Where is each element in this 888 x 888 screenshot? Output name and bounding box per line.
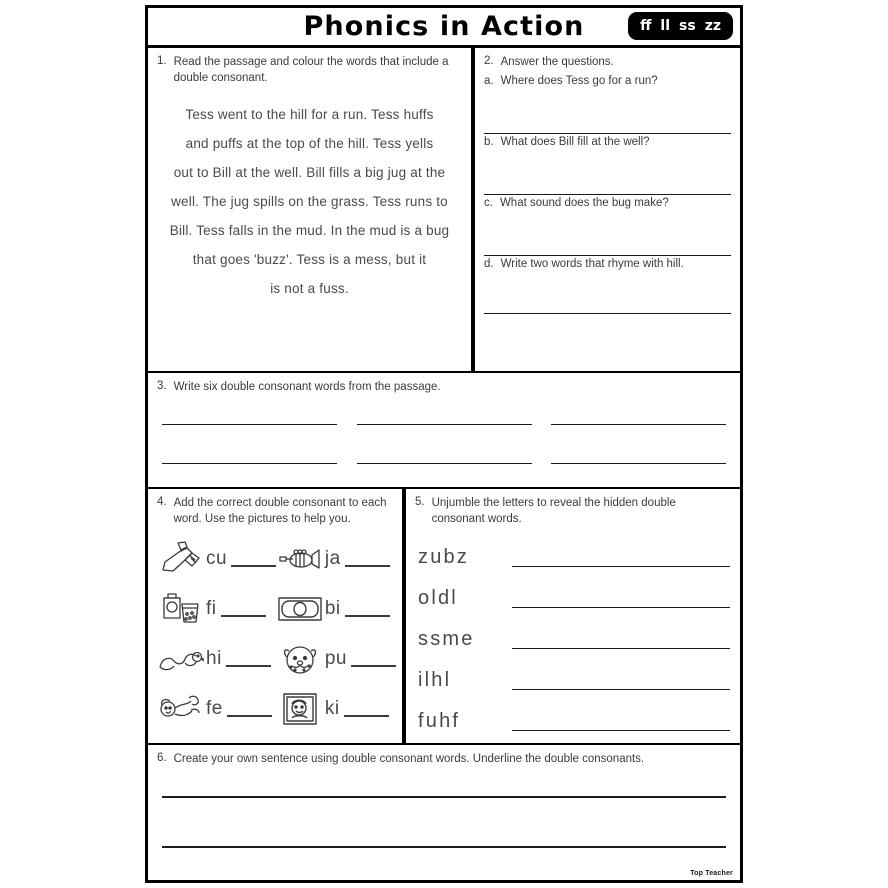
badge-sound-ff: ff (640, 18, 652, 34)
question-b-label: b. (484, 135, 494, 148)
picture-word-text: ki (325, 698, 389, 720)
worksheet-header (148, 8, 740, 48)
question-a-text: Where does Tess go for a run? (500, 74, 658, 87)
section-1-passage (148, 48, 473, 373)
row-passage-questions (148, 48, 740, 373)
sound-badge (628, 12, 733, 40)
section-3-instruction (148, 373, 740, 396)
picture-word-text: fi (206, 598, 266, 620)
passage-line: Bill. Tess falls in the mud. In the mud is a bug (169, 223, 450, 239)
jumble-answer-line-1[interactable] (512, 546, 730, 567)
picture-word-item (158, 535, 277, 583)
question-d-label: d. (484, 257, 494, 270)
answer-line-b[interactable] (484, 148, 731, 195)
picture-word-text: hi (206, 648, 271, 670)
section-5-instruction-text: Unjumble the letters to reveal the hidden double consonant words. (431, 497, 676, 525)
jumble-word-4: ilhl (418, 669, 452, 692)
puppy-icon (277, 639, 323, 679)
section-3-blank-row (162, 451, 726, 464)
sentence-line-1[interactable] (162, 790, 726, 798)
word-blank-6[interactable] (551, 451, 726, 464)
section-3-word-list (148, 373, 740, 489)
passage-line: is not a fuss. (270, 281, 349, 297)
worksheet-page (145, 5, 743, 883)
picture-word-text: ja (325, 548, 390, 570)
question-item-c (484, 197, 731, 256)
badge-sound-ss: ss (679, 18, 696, 34)
answer-line-c[interactable] (484, 209, 731, 256)
picture-word-text: fe (206, 698, 272, 720)
question-a-label: a. (484, 74, 494, 87)
jumble-word-1: zubz (418, 546, 470, 569)
word-blank-1[interactable] (162, 412, 337, 425)
question-c-label: c. (484, 196, 493, 209)
section-1-instruction-text: Read the passage and colour the words that include a double consonant. (173, 56, 449, 84)
passage-line: Tess went to the hill for a run. Tess huffs (185, 107, 434, 123)
section-5-instruction (406, 489, 740, 527)
picture-word-blank[interactable] (231, 565, 276, 567)
picture-word-blank[interactable] (345, 565, 390, 567)
snake-icon (158, 639, 204, 679)
question-list (475, 73, 740, 316)
jumble-item (418, 576, 730, 608)
passage-line: out to Bill at the well. Bill fills a big jug at the (173, 165, 446, 181)
picture-word-blank[interactable] (221, 615, 266, 617)
section-6-blanks (148, 768, 740, 880)
jumble-item (418, 699, 730, 731)
question-a-head (484, 75, 731, 87)
section-2-instruction-text: Answer the questions. (500, 56, 614, 68)
cuff-icon (158, 539, 204, 579)
picture-word-item (277, 585, 396, 633)
brand-watermark: Top Teacher (690, 870, 733, 877)
section-6-instruction (148, 745, 740, 768)
picture-word-text: bi (325, 598, 390, 620)
answer-line-a[interactable] (484, 87, 731, 134)
picture-word-item (277, 635, 396, 683)
section-5-number: 5. (415, 496, 425, 508)
badge-sound-zz: zz (704, 18, 721, 34)
section-4-instruction (148, 489, 402, 527)
jumble-item (418, 658, 730, 690)
picture-word-blank[interactable] (344, 715, 389, 717)
question-d-head (484, 258, 731, 270)
question-item-d (484, 258, 731, 314)
picture-word-text: pu (325, 648, 396, 670)
question-c-head (484, 197, 731, 209)
jumble-word-3: ssme (418, 628, 475, 651)
section-1-number: 1. (157, 55, 167, 67)
jumble-item (418, 535, 730, 567)
section-6-instruction-text: Create your own sentence using double consonant words. Underline the double consonants. (173, 753, 645, 765)
trumpet-icon (277, 539, 323, 579)
badge-sound-ll: ll (660, 18, 671, 34)
sentence-line-2[interactable] (162, 840, 726, 848)
question-d-text: Write two words that rhyme with hill. (500, 257, 684, 270)
answer-line-d[interactable] (484, 270, 731, 314)
word-blank-2[interactable] (357, 412, 532, 425)
question-c-text: What sound does the bug make? (499, 196, 669, 209)
section-4-number: 4. (157, 496, 167, 508)
picture-word-item (158, 685, 277, 733)
row-pictures-jumbles (148, 489, 740, 745)
jumble-answer-line-4[interactable] (512, 669, 730, 690)
question-b-text: What does Bill fill at the well? (500, 135, 650, 148)
jumble-answer-line-3[interactable] (512, 628, 730, 649)
word-blank-3[interactable] (551, 412, 726, 425)
section-4-pictures (148, 489, 404, 745)
jumble-list (406, 527, 740, 731)
picture-word-item (158, 585, 277, 633)
section-2-number: 2. (484, 55, 494, 67)
picture-word-item (277, 685, 396, 733)
kid-photo-icon (277, 689, 323, 729)
question-item-a (484, 75, 731, 134)
page-title: Phonics in Action (303, 11, 585, 42)
banknote-icon (277, 589, 323, 629)
section-3-number: 3. (157, 380, 167, 392)
passage-line: well. The jug spills on the grass. Tess runs to (171, 194, 448, 210)
reading-passage (148, 86, 471, 303)
jumble-word-5: fuhf (418, 710, 461, 733)
picture-word-text: cu (206, 548, 276, 570)
section-3-blanks (148, 396, 740, 464)
jumble-word-2: oldl (418, 587, 458, 610)
falling-child-icon (158, 689, 204, 729)
question-item-b (484, 136, 731, 195)
fizzy-drink-icon (158, 589, 204, 629)
picture-word-grid (148, 527, 402, 733)
section-2-instruction (475, 48, 740, 73)
section-5-jumbles (404, 489, 740, 745)
word-blank-5[interactable] (357, 451, 532, 464)
section-6-sentence (148, 745, 740, 880)
jumble-item (418, 617, 730, 649)
picture-word-blank[interactable] (351, 665, 396, 667)
passage-line: and puffs at the top of the hill. Tess yells (185, 136, 434, 152)
passage-line: that goes 'buzz'. Tess is a mess, but it (192, 252, 427, 268)
picture-word-blank[interactable] (226, 665, 271, 667)
word-blank-4[interactable] (162, 451, 337, 464)
section-4-instruction-text: Add the correct double consonant to each word. Use the pictures to help you. (173, 497, 387, 525)
picture-word-blank[interactable] (227, 715, 272, 717)
section-6-number: 6. (157, 752, 167, 764)
picture-word-blank[interactable] (345, 615, 390, 617)
section-3-blank-row (162, 412, 726, 425)
picture-word-item (277, 535, 396, 583)
section-3-instruction-text: Write six double consonant words from the passage. (173, 381, 441, 393)
question-b-head (484, 136, 731, 148)
picture-word-item (158, 635, 277, 683)
section-2-questions (473, 48, 740, 373)
section-1-instruction (148, 48, 471, 86)
jumble-answer-line-5[interactable] (512, 710, 730, 731)
jumble-answer-line-2[interactable] (512, 587, 730, 608)
